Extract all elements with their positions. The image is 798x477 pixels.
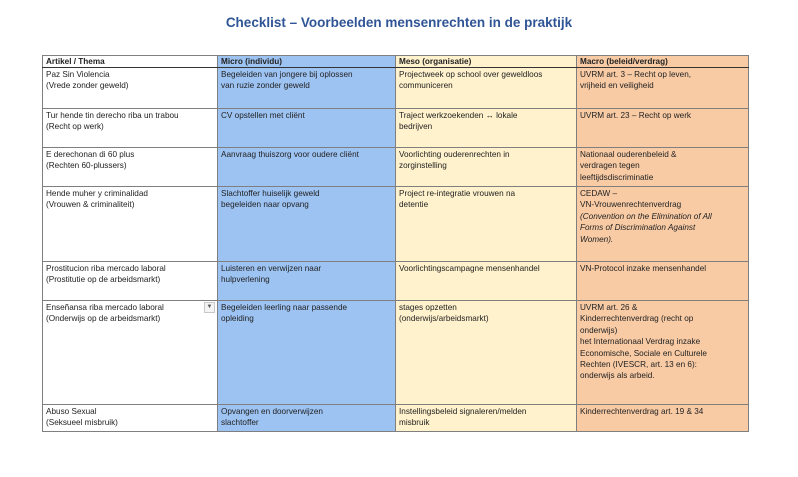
cell-line: Prostitucion riba mercado laboral (46, 264, 166, 273)
cell-line: opleiding (221, 314, 254, 324)
cell-line: Kinderrechtenverdrag (recht op (580, 314, 694, 324)
cell-line: begeleiden naar opvang (221, 200, 309, 210)
cell-line: UVRM art. 23 – Recht op werk (580, 111, 692, 120)
cell-line: Nationaal ouderenbeleid & (580, 150, 677, 159)
cell-line: Rechten (IVESCR, art. 13 en 6): (580, 360, 697, 370)
dropdown-arrow-icon[interactable]: ▼ (204, 302, 215, 313)
cell-line: hulpverlening (221, 275, 270, 285)
cell-meso (396, 68, 577, 109)
cell-macro (577, 148, 749, 187)
cell-macro (577, 187, 749, 262)
cell-macro (577, 301, 749, 405)
cell-meso (396, 148, 577, 187)
cell-line: (onderwijs/arbeidsmarkt) (399, 314, 489, 324)
cell-line: VN-Protocol inzake mensenhandel (580, 264, 707, 273)
cell-line: communiceren (399, 81, 453, 91)
table-row (43, 68, 749, 109)
cell-micro (218, 109, 396, 148)
cell-meso (396, 109, 577, 148)
cell-line: CEDAW – (580, 189, 617, 198)
cell-line: van ruzie zonder geweld (221, 81, 310, 91)
cell-line: Slachtoffer huiselijk geweld (221, 189, 320, 198)
table-row (43, 148, 749, 187)
cell-line: Aanvraag thuiszorg voor oudere cliënt (221, 150, 359, 159)
checklist-table (42, 55, 749, 432)
cell-line: Voorlichting ouderenrechten in (399, 150, 510, 159)
cell-line: onderwijs) (580, 325, 618, 335)
cell-line: vrijheid en veiligheid (580, 81, 654, 91)
page-title: Checklist – Voorbeelden mensenrechten in de praktijk (225, 15, 573, 30)
cell-line: bedrijven (399, 122, 433, 132)
cell-line-italic: (Convention on the Elimination of All (580, 211, 712, 221)
cell-line: (Seksueel misbruik) (46, 418, 118, 428)
table-row (43, 262, 749, 301)
cell-artikel (43, 109, 218, 148)
cell-micro (218, 187, 396, 262)
cell-line: (Rechten 60-plussers) (46, 161, 127, 171)
header-macro: Macro (beleid/verdrag) (577, 56, 749, 68)
cell-meso (396, 187, 577, 262)
cell-line: misbruik (399, 418, 430, 428)
cell-line: Voorlichtingscampagne mensenhandel (399, 264, 540, 273)
cell-line: Begeleiden leerling naar passende (221, 303, 348, 312)
cell-meso (396, 301, 577, 405)
cell-line: Begeleiden van jongere bij oplossen (221, 70, 353, 79)
cell-line: Tur hende tin derecho riba un trabou (46, 111, 179, 120)
cell-line: Kinderrechtenverdrag art. 19 & 34 (580, 407, 704, 416)
cell-micro (218, 405, 396, 432)
cell-artikel (43, 405, 218, 432)
cell-line: detentie (399, 200, 429, 210)
cell-line: UVRM art. 3 – Recht op leven, (580, 70, 692, 79)
cell-line: Instellingsbeleid signaleren/melden (399, 407, 527, 416)
cell-micro (218, 68, 396, 109)
cell-line: leeftijdsdiscriminatie (580, 172, 654, 182)
cell-line: (Vrede zonder geweld) (46, 81, 129, 91)
table-row (43, 301, 749, 405)
header-micro: Micro (individu) (218, 56, 396, 68)
cell-meso (396, 405, 577, 432)
cell-macro (577, 109, 749, 148)
cell-meso (396, 262, 577, 301)
cell-line: Traject werkzoekenden ↔ lokale (399, 111, 518, 120)
cell-line: Luisteren en verwijzen naar (221, 264, 322, 273)
cell-line: Project re-integratie vrouwen na (399, 189, 516, 198)
cell-line: Opvangen en doorverwijzen (221, 407, 323, 416)
cell-line: E derechonan di 60 plus (46, 150, 135, 159)
cell-micro (218, 301, 396, 405)
cell-line: Enseñansa riba mercado laboral (46, 303, 164, 312)
cell-macro (577, 405, 749, 432)
cell-micro (218, 262, 396, 301)
header-row (43, 56, 749, 68)
cell-line-italic: Women). (580, 234, 614, 244)
cell-line: verdragen tegen (580, 161, 640, 171)
cell-macro (577, 262, 749, 301)
cell-artikel (43, 187, 218, 262)
cell-line: VN-Vrouwenrechtenverdrag (580, 200, 682, 210)
cell-line: Economische, Sociale en Culturele (580, 348, 707, 358)
cell-line: zorginstelling (399, 161, 447, 171)
cell-line: CV opstellen met cliënt (221, 111, 305, 120)
cell-line: Hende muher y criminalidad (46, 189, 148, 198)
cell-line: Projectweek op school over geweldloos (399, 70, 543, 79)
cell-line: onderwijs als arbeid. (580, 371, 655, 381)
cell-line: Abuso Sexual (46, 407, 97, 416)
cell-macro (577, 68, 749, 109)
cell-line: stages opzetten (399, 303, 457, 312)
cell-artikel (43, 148, 218, 187)
cell-line: (Prostitutie op de arbeidsmarkt) (46, 275, 161, 285)
cell-artikel[interactable] (43, 301, 218, 405)
cell-line: (Onderwijs op de arbeidsmarkt) (46, 314, 161, 324)
cell-artikel (43, 68, 218, 109)
cell-line: (Vrouwen & criminaliteit) (46, 200, 135, 210)
cell-artikel (43, 262, 218, 301)
table-row (43, 187, 749, 262)
table-row (43, 405, 749, 432)
table-row (43, 109, 749, 148)
cell-line: (Recht op werk) (46, 122, 104, 132)
cell-micro (218, 148, 396, 187)
cell-line: slachtoffer (221, 418, 259, 428)
cell-line-italic: Forms of Discrimination Against (580, 223, 696, 233)
cell-line: het Internationaal Verdrag inzake (580, 337, 701, 347)
header-meso: Meso (organisatie) (396, 56, 577, 68)
cell-line: UVRM art. 26 & (580, 303, 638, 312)
cell-line: Paz Sin Violencia (46, 70, 110, 79)
header-artikel: Artikel / Thema (43, 56, 218, 68)
